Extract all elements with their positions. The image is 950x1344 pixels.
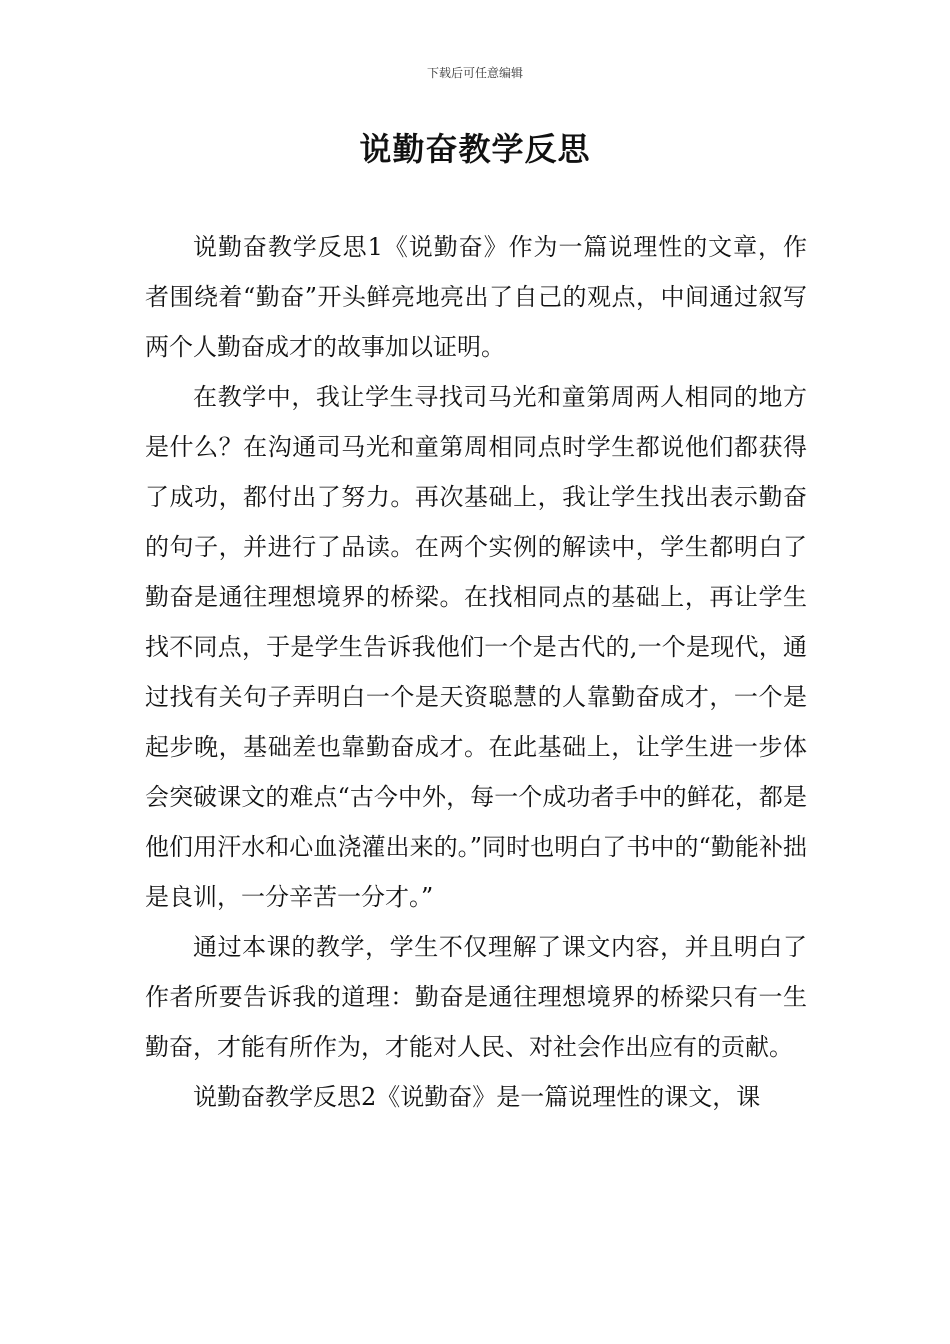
document-title: 说勤奋教学反思	[359, 130, 591, 168]
document-body	[145, 222, 807, 1122]
header-note: 下载后可任意编辑	[426, 66, 523, 80]
paragraph-3: 通过本课的教学，学生不仅理解了课文内容，并且明白了作者所要告诉我的道理：勤奋是通往理想境界的桥梁只有一生勤奋，才能有所作为，才能对人民、对社会作出应有的贡献。	[145, 933, 807, 1061]
paragraph-4: 说勤奋教学反思2《说勤奋》是一篇说理性的课文，课	[193, 1083, 761, 1111]
paragraph-1: 说勤奋教学反思1《说勤奋》作为一篇说理性的文章，作者围绕着“勤奋”开头鲜亮地亮出了自己的观点，中间通过叙写两个人勤奋成才的故事加以证明。	[145, 233, 807, 361]
paragraph-2: 在教学中，我让学生寻找司马光和童第周两人相同的地方是什么？在沟通司马光和童第周相同点时学生都说他们都获得了成功，都付出了努力。再次基础上，我让学生找出表示勤奋的句子，并进行了品读。在两个实例的解读中，学生都明白了勤奋是通往理想境界的桥梁。在找相同点的基础上，再让学生找不同点，于是学生告诉我他们一个是古代的,一个是现代，通过找有关句子弄明白一个是天资聪慧的人靠勤奋成才，一个是起步晚，基础差也靠勤奋成才。在此基础上，让学生进一步体会突破课文的难点“古今中外，每一个成功者手中的鲜花，都是他们用汗水和心血浇灌出来的。”同时也明白了书中的“勤能补拙是良训，一分辛苦一分才。”	[145, 383, 807, 911]
